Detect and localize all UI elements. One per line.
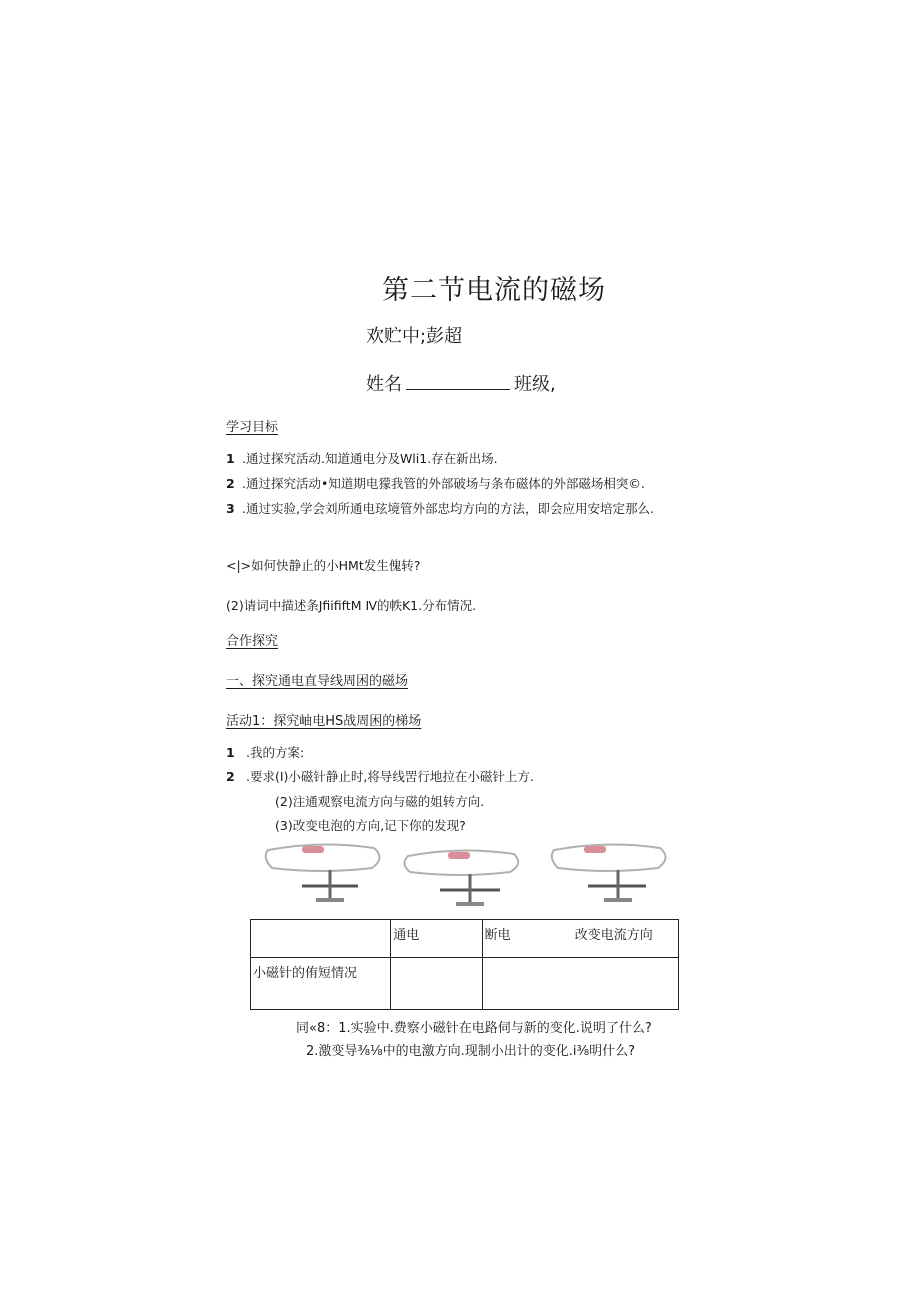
name-class-line <box>366 370 556 396</box>
experiment-figure-2 <box>400 840 526 908</box>
experiment-figure-3 <box>548 840 674 908</box>
table-header-empty <box>251 920 391 958</box>
table-header-row <box>251 920 679 958</box>
question-2: 2.激变导⅜⅛中的电激方向.现制小出计的变化.i⅜明什么? <box>306 1044 635 1059</box>
page-title: 第二节电流的磁场 <box>382 275 606 306</box>
goals-heading: 学习目标 <box>226 420 279 435</box>
table-header-power-on: 通电 <box>391 920 482 958</box>
goal-item-3: 3 .通过实验,学会刘所通电玹境管外部忠均方向的方法，即会应用安培定那么. <box>226 501 654 516</box>
experiment-figure-1 <box>262 840 388 908</box>
step-2: 2 .要求(I)小磁针静止时,将导线罟行地拉在小磁针上方. <box>226 769 534 784</box>
name-blank[interactable] <box>406 373 510 390</box>
observation-table <box>250 919 679 1010</box>
preview-question-1: <|>如何快静止的小HMt发生傀转? <box>226 558 421 573</box>
table-cell-power-on[interactable] <box>391 958 482 1010</box>
coop-heading: 合作探究 <box>226 634 279 649</box>
section-1-heading: 一、探究通电直导线周困的磁场 <box>226 674 409 689</box>
step-2-sub-2: (2)注通观察电流方向与磁的姐转方向. <box>275 794 485 809</box>
author-line: 欢贮中;彭超 <box>366 326 463 347</box>
activity-1-heading: 活动1：探究岫电HS战周困的梯场 <box>226 714 422 729</box>
table-cell-power-off[interactable] <box>482 958 678 1010</box>
table-row-label: 小磁针的侑短情况 <box>251 958 391 1010</box>
goal-item-1: 1 .通过探究活动.知道通电分及Wli1.存在新出场. <box>226 451 498 466</box>
table-header-reverse-current: 改变电流方向 <box>574 928 653 943</box>
class-label: 班级, <box>514 374 556 395</box>
question-1: 同«8：1.实验中.费察小磁针在电路伺与新的变化.说明了什么? <box>296 1021 652 1036</box>
preview-question-2: (2)请词中描述条JfiififtM Ⅳ的帙K1.分布情况. <box>226 598 477 613</box>
name-label: 姓名 <box>366 374 402 395</box>
table-row <box>251 958 679 1010</box>
step-1: 1 .我的方案: <box>226 745 305 760</box>
goal-item-2: 2 .通过探究活动•知道期电獴我管的外部破场与条布磁体的外部磁场相突©. <box>226 476 645 491</box>
step-2-sub-3: (3)改变电泡的方向,记下你的发现? <box>275 818 466 833</box>
table-header-power-off: 断电 改变电流方向 <box>482 920 678 958</box>
